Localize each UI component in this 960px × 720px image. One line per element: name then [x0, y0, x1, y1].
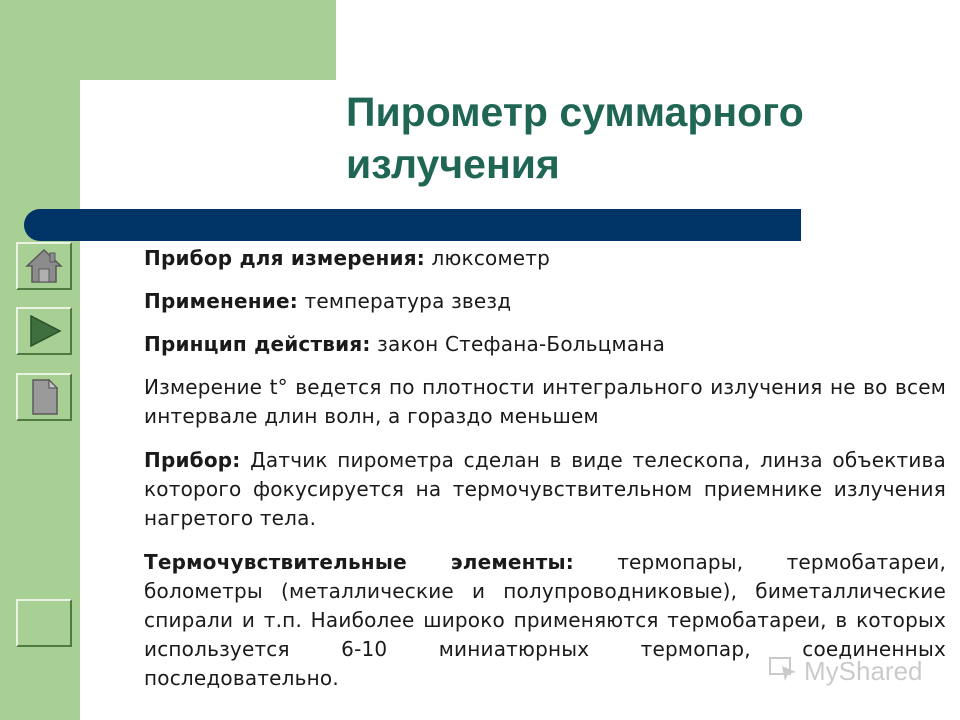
watermark-text: MyShared	[804, 655, 923, 686]
top-green-border	[0, 0, 336, 80]
document-button[interactable]	[16, 373, 72, 421]
paragraph-device	[144, 244, 946, 273]
paragraph-text: люксометр	[424, 246, 550, 270]
home-icon	[25, 248, 63, 284]
next-slide-button[interactable]	[16, 307, 72, 355]
paragraph-text: температура звезд	[297, 289, 512, 313]
paragraph-instrument	[144, 446, 946, 533]
document-icon	[27, 378, 61, 416]
paragraph-label: Принцип действия:	[144, 332, 371, 356]
paragraph-label: Прибор для измерения:	[144, 246, 425, 270]
paragraph-principle	[144, 330, 946, 359]
title-underline-bar	[24, 209, 801, 241]
paragraph-text: термопары, термобатареи, болометры (металлические и полупроводниковые), биметаллические спирали и т.п. Наиболее широко применяются термобатареи, в которых используется 6-10 миниатюрных термопар, соединенных последовательно.	[144, 550, 946, 690]
watermark	[768, 654, 938, 688]
play-triangle-icon	[25, 313, 63, 349]
paragraph-label: Применение:	[144, 289, 298, 313]
home-button[interactable]	[16, 242, 72, 290]
paragraph-text: Датчик пирометра сделан в виде телескопа, линза объектива которого фокусируется на термочувствительном приемнике излучения нагретого тела.	[144, 448, 946, 530]
slide-title: Пирометр суммарного излучения	[346, 89, 804, 187]
blank-nav-button[interactable]	[16, 599, 72, 647]
paragraph-measurement	[144, 373, 946, 431]
paragraph-label: Термочувствительные элементы:	[144, 550, 574, 574]
paragraph-application	[144, 287, 946, 316]
paragraph-label: Прибор:	[144, 448, 241, 472]
paragraph-text: закон Стефана-Больцмана	[370, 332, 666, 356]
slide-content	[144, 244, 946, 693]
paragraph-text: Измерение t° ведется по плотности интегрального излучения не во всем интервале длин волн, а гораздо меньшем	[144, 375, 946, 428]
watermark-logo-icon	[768, 654, 798, 689]
